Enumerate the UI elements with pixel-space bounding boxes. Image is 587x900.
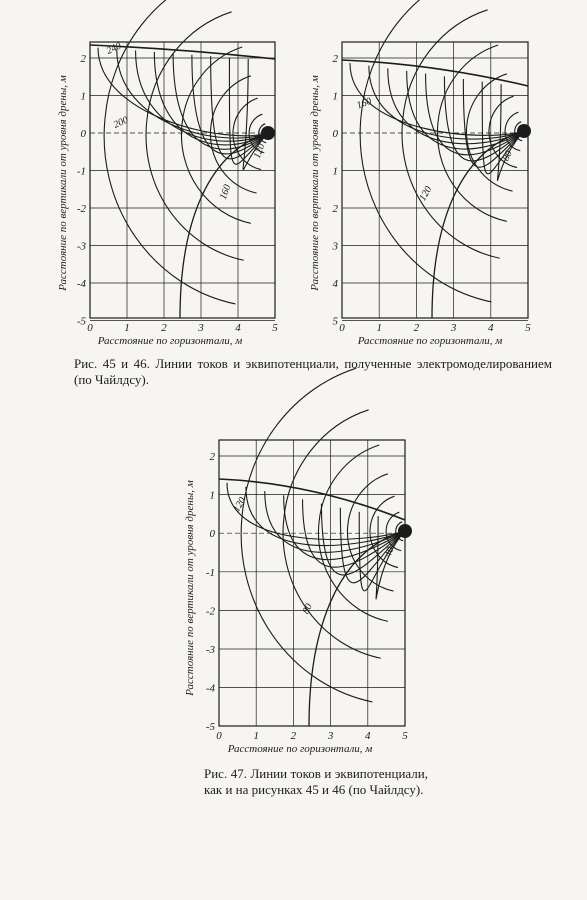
fig45-contour-labels <box>105 41 268 201</box>
contour-value-label: 40 <box>382 545 397 559</box>
fig45-x-axis-label: Расстояние по горизонтали, м <box>97 335 243 347</box>
y-tick-label: 3 <box>332 240 338 253</box>
x-tick-label: 2 <box>290 730 297 742</box>
y-tick-label: 1 <box>332 90 338 103</box>
fig46-frame <box>342 42 528 318</box>
contour-value-label: 240 <box>104 40 124 57</box>
y-tick-label: -5 <box>76 315 86 328</box>
y-tick-label: -4 <box>205 682 215 695</box>
x-tick-label: 0 <box>339 322 345 334</box>
x-tick-label: 4 <box>488 322 494 334</box>
x-tick-label: 0 <box>87 322 93 334</box>
x-tick-label: 5 <box>525 322 531 334</box>
fig47-x-axis-label: Расстояние по горизонтали, м <box>227 743 373 755</box>
fig45-x-ticks <box>87 322 278 334</box>
x-tick-label: 4 <box>365 730 371 742</box>
equipotential-arc <box>249 114 262 131</box>
x-tick-label: 1 <box>124 322 130 334</box>
fig45-y-ticks <box>77 53 87 328</box>
x-tick-label: 5 <box>272 322 278 334</box>
fig47-x-ticks <box>216 730 408 742</box>
figure-46 <box>309 0 531 347</box>
equipotential-arc <box>361 0 475 115</box>
y-tick-label: 0 <box>80 128 86 140</box>
fig46-x-axis-label: Расстояние по горизонтали, м <box>357 335 503 347</box>
contour-value-label: 80 <box>300 602 315 616</box>
deep-streamline <box>180 133 268 318</box>
equipotential-arc <box>242 368 356 515</box>
y-tick-label: -3 <box>205 644 215 656</box>
y-tick-label: -4 <box>76 278 86 290</box>
x-tick-label: 1 <box>376 322 382 334</box>
drain-pipe-icon <box>398 524 412 538</box>
drain-pipe-icon <box>261 126 275 140</box>
y-tick-label: 5 <box>332 315 338 328</box>
y-tick-label: -3 <box>76 240 86 253</box>
contour-value-label: 160 <box>355 95 374 112</box>
x-tick-label: 2 <box>161 322 167 334</box>
x-tick-label: 3 <box>450 322 457 334</box>
equipotential-arc <box>147 12 232 121</box>
y-tick-label: 2 <box>332 53 338 65</box>
y-tick-label: -2 <box>205 605 215 618</box>
y-tick-label: -2 <box>76 203 86 215</box>
streamline <box>388 68 524 143</box>
fig46-y-ticks <box>332 53 339 328</box>
x-tick-label: 1 <box>253 730 259 742</box>
contour-value-label: 200 <box>111 114 131 131</box>
contour-value-label: 120 <box>251 142 268 161</box>
equipotential-arc <box>233 98 257 129</box>
y-tick-label: 2 <box>332 203 338 215</box>
fig47-y-ticks <box>206 451 216 733</box>
y-tick-label: 0 <box>209 528 215 541</box>
caption-fig47: Рис. 47. Линии токов и эквипотенциали, как и на рисунках 45 и 46 (по Чайлдсу). <box>204 766 428 797</box>
y-tick-label: 0 <box>332 128 338 140</box>
x-tick-label: 3 <box>198 322 204 334</box>
fig46-x-ticks <box>339 322 531 334</box>
drain-pipe-icon <box>517 124 531 138</box>
x-tick-label: 0 <box>216 730 222 742</box>
contour-value-label: 80 <box>500 149 515 163</box>
equipotential-arc <box>505 112 518 129</box>
y-tick-label: 2 <box>80 53 86 65</box>
caption-fig45-46: Рис. 45 и 46. Линии токов и эквипотенциали, полученные электромоделированием (по Чайлдсу). <box>74 356 552 387</box>
contour-value-label: 160 <box>217 183 234 202</box>
y-tick-label: 1 <box>209 489 215 502</box>
y-tick-label: -1 <box>76 165 86 178</box>
fig45-y-axis-label: Расстояние по вертикали от уровня дрены, м <box>57 75 69 291</box>
x-tick-label: 5 <box>402 730 408 742</box>
y-tick-label: -1 <box>205 566 215 579</box>
y-tick-label: 1 <box>332 165 338 178</box>
y-tick-label: 1 <box>80 90 86 103</box>
figure-45 <box>57 0 278 347</box>
y-tick-label: -5 <box>205 721 215 734</box>
fig47-y-axis-label: Расстояние по вертикали от уровня дрены, м <box>184 480 196 696</box>
y-tick-label: 2 <box>209 451 215 463</box>
fig46-y-axis-label: Расстояние по вертикали от уровня дрены, м <box>309 75 321 291</box>
equipotential-arc <box>211 76 251 127</box>
x-tick-label: 4 <box>235 322 241 334</box>
figure-47 <box>184 368 412 755</box>
y-tick-label: 4 <box>332 278 338 290</box>
x-tick-label: 2 <box>413 322 420 334</box>
contour-value-label: 120 <box>417 184 435 203</box>
fig45-grid <box>90 42 275 321</box>
contour-value-label: 120 <box>231 495 249 514</box>
fig47-curves <box>219 368 412 726</box>
streamline <box>350 63 524 135</box>
x-tick-label: 3 <box>327 730 334 742</box>
